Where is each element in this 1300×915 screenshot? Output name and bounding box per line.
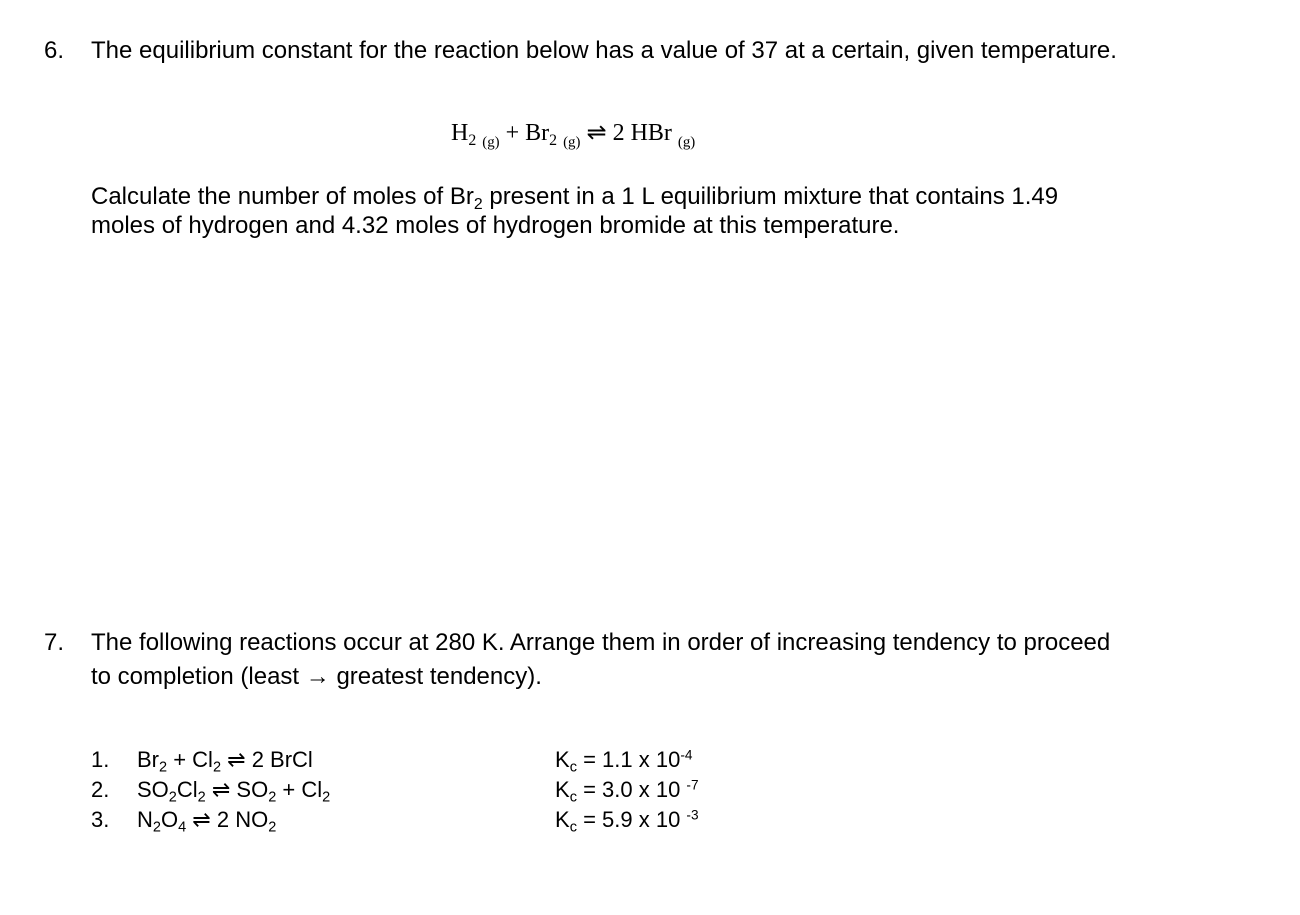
equation-h2-br2-hbr <box>451 118 696 151</box>
kc-value-1: $K_c = 1.1$ x $10^{-4}$ <box>555 747 693 776</box>
question-7-number: 7. <box>44 629 65 656</box>
reaction-n2o4: $N_2O_4$ ⇌ 2 $NO_2$ <box>137 807 277 836</box>
reaction-so2cl2: $SO_2Cl_2$ ⇌ $SO_2 + Cl_2$ <box>137 777 331 806</box>
question-6-prompt: The equilibrium constant for the reaction below has a value of 37 at a certain, given temperature. <box>91 37 1117 64</box>
reaction-br2-cl2: $Br_2 + Cl_2$ ⇌ 2 BrCl <box>137 747 313 776</box>
equilibrium-arrow-icon: ⇌ <box>586 120 607 146</box>
question-6-body-line2: moles of hydrogen and 4.32 moles of hydrogen bromide at this temperature. <box>91 212 900 239</box>
list-number: 1. <box>91 747 110 772</box>
list-number: 3. <box>91 807 110 832</box>
reactant-h2: $H_2$ $_{(g)}$ <box>451 120 500 151</box>
product-hbr: 2 HBr $_{(g)}$ <box>612 120 696 151</box>
kc-value-2: $K_c = 3.0$ x 10 $^{-7}$ <box>555 777 699 806</box>
kc-values <box>555 745 699 835</box>
plus-sign: + <box>505 120 520 146</box>
question-7-prompt-line2: to completion (least → greatest tendency). <box>91 663 542 690</box>
question-6-number: 6. <box>44 37 65 64</box>
question-6-body-line1: Calculate the number of moles of $Br_2$ present in a 1 L equilibrium mixture that contains 1.49 <box>91 183 1059 214</box>
kc-value-3: $K_c = 5.9$ x 10 $^{-3}$ <box>555 807 699 836</box>
reactant-br2: $Br_2$ $_{(g)}$ <box>525 120 581 151</box>
list-number: 2. <box>91 777 110 802</box>
question-7-prompt-line1: The following reactions occur at 280 K. Arrange them in order of increasing tendency to proceed <box>91 629 1111 656</box>
